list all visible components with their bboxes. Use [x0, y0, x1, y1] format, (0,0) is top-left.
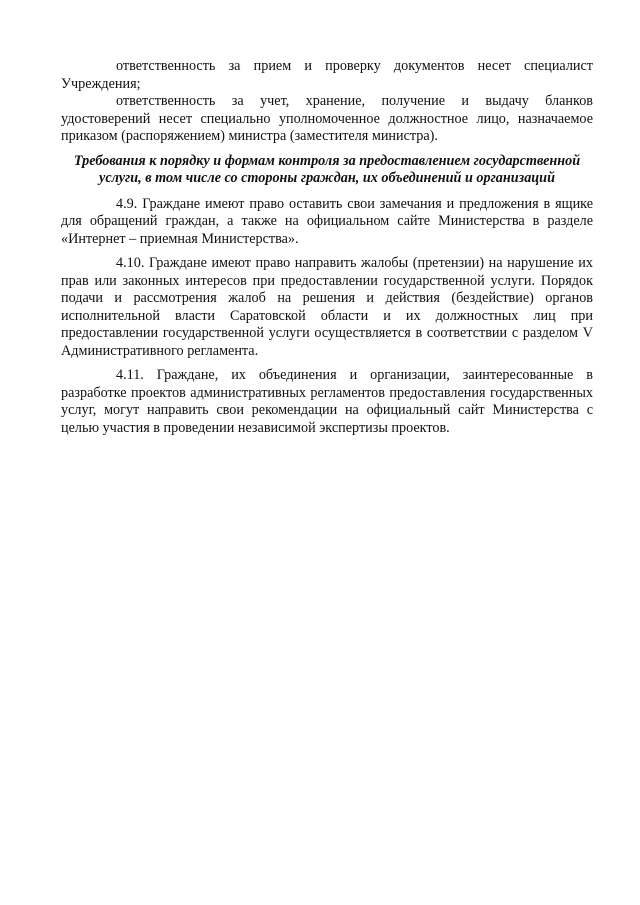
paragraph-4-9: 4.9. Граждане имеют право оставить свои замечания и предложения в ящике для обращений граждан, а также на официальном сайте Министерства в разделе «Интернет – приемная Министерства».: [61, 195, 593, 247]
section-heading: Требования к порядку и формам контроля за предоставлением государственной услуги, в том числе со стороны граждан, их объединений и организаций: [73, 152, 581, 186]
paragraph-4-11: 4.11. Граждане, их объединения и организации, заинтересованные в разработке проектов административных регламентов предоставления государственных услуг, могут направить свои рекомендации на официальный сайт Министерства с целью участия в проведении независимой экспертизы проектов.: [61, 367, 593, 436]
document-page: [61, 58, 593, 437]
paragraph-responsibility-documents: ответственность за прием и проверку документов несет специалист Учреждения;: [61, 58, 593, 92]
paragraph-responsibility-blanks: ответственность за учет, хранение, получение и выдачу бланков удостоверений несет специально уполномоченное должностное лицо, назначаемое приказом (распоряжением) министра (заместителя министра).: [61, 93, 593, 144]
paragraph-4-10: 4.10. Граждане имеют право направить жалобы (претензии) на нарушение их прав или законных интересов при предоставлении государственной услуги. Порядок подачи и рассмотрения жалоб на решения и действия (бездействие) органов исполнительной власти Саратовской области и их должностных лиц при предоставлении государственной услуги осуществляется в соответствии с разделом V Административного регламента.: [61, 255, 593, 359]
